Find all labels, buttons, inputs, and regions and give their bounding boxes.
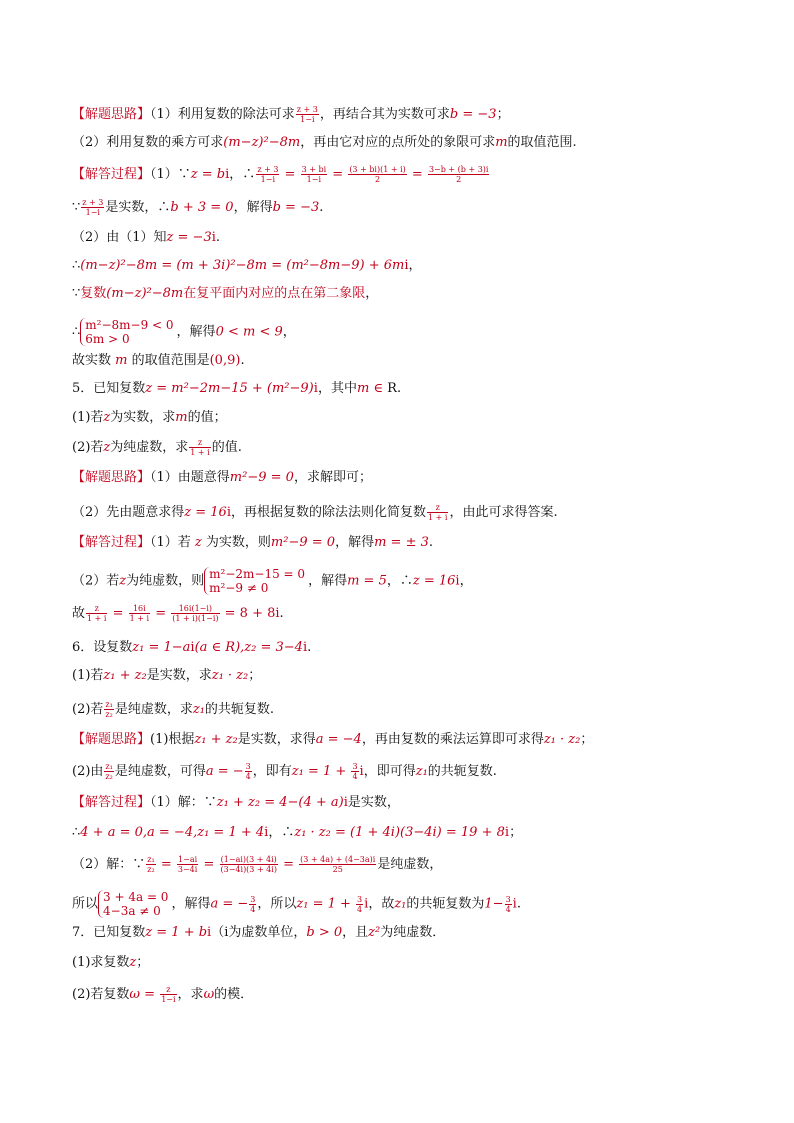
text-run: ， [282,324,296,340]
math-expression: (m−z)²−8m [106,286,184,301]
fraction [256,165,279,184]
text-run: 为实数，求 [110,410,176,425]
denominator: 1 + i [87,614,107,623]
numerator: 3 [352,762,358,771]
math-expression: m [495,135,508,150]
text-run: 是纯虚数， [377,857,443,872]
text-run: . [307,640,312,655]
math-expression: i [364,896,369,912]
math-expression: m²−9 = 0 [270,535,336,550]
numerator: 3−b + (b + 3)i [428,165,489,174]
math-expression: z₁ + z₂ [194,732,238,747]
text-run: ∵ [72,200,81,215]
fraction [146,855,155,874]
text-line [72,985,253,1004]
text-run: ，再根据复数的除法法则化简复数 [231,505,427,520]
text-run: ∴ [72,258,81,273]
fraction [220,855,278,874]
fraction [104,700,113,719]
text-run: (1)根据 [150,732,195,747]
math-expression: b + 3 = 0 [170,200,234,215]
math-expression: (a ∈ R),z₂ = 3−4 [194,640,303,655]
math-expression: z₁ + z₂ [103,668,147,683]
section-tag: 【解答过程】 [72,535,151,550]
math-expression: b = −3 [272,200,320,215]
text-line [72,925,445,941]
text-run: ，由此可求得答案. [449,505,558,520]
math-expression: m = 5 [347,573,387,589]
text-run: . [240,353,245,368]
fraction [505,895,512,914]
text-run: ，即可得 [363,764,416,779]
math-expression: i [302,640,308,655]
math-expression: a = −4 [315,732,362,747]
math-expression: i [359,764,364,779]
text-run: 为实数，则 [201,535,271,550]
math-expression: z₁ · z₂ = (1 + 4i)(3−4i) = 19 + 8 [294,825,505,840]
denominator: 3−4i [177,865,198,874]
system-row: 4−3a ≠ 0 [103,904,161,918]
math-expression: 0 < m < 9 [215,324,283,340]
numerator: z₁ [105,700,113,709]
fraction [104,762,113,781]
denominator: 2 [456,175,462,184]
math-expression: z [119,573,127,589]
text-line [72,230,220,246]
text-run: R. [387,381,402,396]
text-line [72,762,497,781]
denominator: 1−i [306,175,322,184]
system-row: m²−2m−15 = 0 [209,567,306,581]
system-row: 3 + 4a = 0 [103,890,169,904]
math-expression: z₁ = 1−a [132,640,191,655]
text-line [72,470,372,486]
text-run: (2)若复数 [72,987,130,1002]
math-expression: i [211,230,216,245]
text-run: ，解得 [308,573,348,589]
text-line [72,668,261,684]
math-expression: z = 16 [184,505,227,520]
math-expression: z [103,410,111,425]
numerator: 16i(1−i) [171,604,219,614]
denominator: z₂ [105,772,113,781]
denominator: 1 + i [428,513,448,522]
numerator: z + 3 [82,198,104,207]
text-run: 的值. [211,440,242,455]
text-run: ，所以 [257,896,297,912]
denominator: (1 + i)(1−i) [172,614,219,623]
text-line [72,135,577,151]
text-run: . [428,535,433,550]
math-expression: i [504,825,510,840]
math-expression: 4 + a = 0,a = −4,z₁ = 1 + 4 [80,825,265,840]
denominator: 25 [332,865,343,874]
text-run: ，解得 [335,535,375,550]
numerator: z + 3 [296,105,318,114]
text-run: ； [496,107,510,122]
numerator: z + 3 [257,165,279,174]
fraction [86,604,107,623]
math-expression: (0,9) [209,353,241,368]
math-expression: i [225,167,230,182]
fraction [296,105,319,124]
text-run: . [279,606,284,621]
text-run: （1）若 [150,535,195,550]
text-run: ，∴ [229,167,256,182]
denominator: 1 + i [190,448,210,457]
denominator: 1−i [260,175,276,184]
numerator: z₁ [105,762,113,771]
text-run: 7．已知复数 [72,925,146,940]
numerator: z [427,503,448,513]
math-expression: b > 0 [306,925,343,940]
text-run: 6．设复数 [72,640,133,655]
text-run: ，解得 [233,200,273,215]
text-run: (2)若 [72,440,104,455]
text-run: ，且 [342,925,369,940]
denominator: z₂ [147,865,155,874]
text-line [72,353,245,369]
numerator: 1−ai [178,855,198,864]
text-run: 故 [72,606,86,621]
section-tag: 【解题思路】 [72,732,151,747]
text-run: （1）∵ [150,167,191,182]
text-run: （2）先由题意求得 [72,505,185,520]
text-line [72,955,149,971]
math-expression: z [103,440,111,455]
system-row: m²−8m−9 < 0 [85,318,174,332]
denominator: z₂ [105,710,113,719]
text-run: 5．已知复数 [72,381,146,396]
math-expression: 1− [484,896,504,912]
text-line [72,640,311,656]
numerator: 3 [250,894,256,904]
math-expression: (m−z)²−8m [223,135,301,150]
math-expression: z₁ [415,764,428,779]
text-line [72,855,442,874]
math-expression: z = b [190,167,226,182]
text-run: (1)若 [72,410,104,425]
text-run: ，解得 [176,324,216,340]
text-run: ， [365,286,379,301]
text-run: ，∴ [268,825,295,840]
fraction [249,895,256,914]
text-run: ，再由它对应的点所处的象限可求 [300,135,496,150]
math-expression: m²−9 = 0 [229,470,294,485]
system-row: 6m > 0 [85,332,130,346]
math-expression: m = ± 3 [374,535,429,550]
math-expression: i [512,896,517,912]
text-line [72,438,242,457]
section-tag: 【解答过程】 [72,167,151,182]
math-expression: z₁ [394,896,407,912]
denominator: 4 [357,904,363,914]
text-line [72,318,296,346]
text-line [72,105,510,124]
numerator: (3 + 4a) + (4−3a)i [300,855,376,864]
math-expression: i [455,573,460,589]
fraction [428,165,490,184]
text-run: 的取值范围. [507,135,577,150]
math-expression: a = − [205,764,244,779]
math-expression: = [108,606,128,621]
math-expression: z₁ · z₂ [211,668,249,683]
fraction [427,503,448,522]
math-expression: = [407,167,427,182]
text-run: ， [459,573,473,589]
numerator: 3 + bi [301,165,327,174]
numerator: (3 + bi)(1 + i) [349,165,406,174]
text-run: （2）若 [72,573,120,589]
math-expression: i [207,925,212,940]
text-run: ，故 [368,896,395,912]
text-run: (2)由 [72,764,104,779]
numerator: z₁ [147,855,155,864]
text-run: ，求解即可； [293,470,372,485]
text-run: （1）由题意得 [150,470,230,485]
fraction [351,762,358,781]
text-line [72,410,227,426]
denominator: 4 [250,904,256,914]
text-line [72,503,558,522]
text-run: 的取值范围是 [127,353,210,368]
text-run: 为纯虚数，则 [126,573,205,589]
fraction [348,165,406,184]
math-expression: i [264,825,269,840]
text-run: ，其中 [317,381,357,396]
math-expression: = 8 + 8i [220,606,280,621]
numerator: z [86,604,107,614]
text-line [72,825,522,841]
text-run: （1）解：∵ [150,795,217,810]
math-expression: z₁ + z₂ = 4−(4 + a) [216,795,344,810]
equation-system [98,890,168,918]
math-expression: z [194,535,202,550]
text-run: . [319,200,324,215]
numerator: z [189,438,210,448]
fraction [301,165,328,184]
text-run: ，求 [177,987,204,1002]
denominator: (3−4i)(3 + 4i) [220,865,277,874]
math-expression: z₁ · z₂ [543,732,581,747]
section-tag: 【解题思路】 [72,470,151,485]
text-line [72,165,490,184]
text-line [72,198,323,217]
math-expression: = [280,167,300,182]
math-expression: (m−z)²−8m = (m + 3i)²−8m = (m²−8m−9) + 6m [80,258,405,273]
fraction [171,604,219,623]
text-run: 是纯虚数，求 [114,702,193,717]
math-expression: = [278,857,299,872]
math-expression: 在复平面内对应的点在第二象限 [183,286,366,301]
numerator: (1−ai)(3 + 4i) [220,855,277,864]
numerator: 3 [357,894,363,904]
math-expression: ω [203,987,215,1002]
text-run: (2)若 [72,702,104,717]
text-run: . [516,896,521,912]
math-expression: z = 16 [412,573,456,589]
denominator: 4 [245,772,251,781]
math-expression: a = − [210,896,249,912]
denominator: 4 [352,772,358,781]
math-expression: z [129,955,137,970]
system-row: m²−9 ≠ 0 [209,581,269,595]
denominator: 2 [375,175,381,184]
math-expression: m ∈ [356,381,388,396]
text-run: （1）利用复数的除法可求 [150,107,295,122]
text-run: 是实数，求得 [237,732,316,747]
math-expression: m [175,410,188,425]
math-expression: z₁ = 1 + [296,896,356,912]
math-expression: z₁ [192,702,205,717]
text-line [72,890,521,918]
text-run: ，再结合其为实数可求 [319,107,450,122]
text-run: 的模． [214,987,254,1002]
text-run: 故实数 [72,353,116,368]
fraction [299,855,376,874]
numerator: 16i [129,604,150,614]
text-line [72,732,593,748]
text-run: 是纯虚数，可得 [114,764,206,779]
text-run: (1)求复数 [72,955,130,970]
denominator: 1−i [300,115,315,124]
fraction [189,438,210,457]
text-run: （i为虚数单位， [211,925,307,940]
text-run: (1)若 [72,668,104,683]
math-expression: z² [368,925,381,940]
text-run: ； [509,825,523,840]
text-run: ； [248,668,262,683]
math-expression: z = m²−2m−15 + (m²−9) [145,381,314,396]
text-run: ∴ [72,825,81,840]
text-line [72,535,433,551]
denominator: 1−i [161,995,176,1004]
math-expression: i [226,505,232,520]
math-expression: z = 1 + b [145,925,208,940]
math-expression: 复数 [80,286,107,301]
math-expression: ω = [129,987,160,1002]
math-expression: i [313,381,318,396]
text-run: （2）解：∵ [72,857,146,872]
math-expression: = [328,167,348,182]
text-run: ∴ [72,324,81,340]
text-run: ，再由复数的乘法运算即可求得 [361,732,544,747]
section-tag: 【解答过程】 [72,795,151,810]
fraction [160,985,176,1004]
text-run: 是实数， [347,795,400,810]
equation-system [204,567,305,595]
text-run: 的共轭复数. [427,764,497,779]
text-line [72,795,400,811]
denominator: 1−i [85,208,100,217]
fraction [81,198,104,217]
fraction [245,762,252,781]
fraction [356,895,363,914]
text-line [72,258,422,274]
text-line [72,381,401,397]
text-run: 所以 [72,896,99,912]
numerator: z [160,985,176,995]
math-expression: = [151,606,171,621]
fraction [177,855,198,874]
text-run: ，解得 [171,896,211,912]
fraction [129,604,150,623]
text-line [72,567,473,595]
math-expression: i [190,640,195,655]
text-run: 是实数，求 [146,668,212,683]
text-run: 为纯虚数． [380,925,446,940]
text-run: ，即有 [252,764,292,779]
text-run: 的值； [187,410,227,425]
text-run: . [215,230,221,245]
math-expression: m [115,353,128,368]
text-run: ∵ [72,286,81,301]
math-expression: b = −3 [449,107,497,122]
text-run: ； [136,955,150,970]
text-run: （2）由（1）知 [72,230,167,245]
text-run: ； [580,732,594,747]
denominator: 1 + i [129,614,150,623]
text-run: ， [408,258,422,273]
text-run: 为纯虚数，求 [110,440,189,455]
math-expression: i [343,795,348,810]
text-run: （2）利用复数的乘方可求 [72,135,224,150]
math-expression: = [199,857,219,872]
text-run: ，∴ [386,573,413,589]
text-run: 是实数，∴ [105,200,171,215]
numerator: 3 [505,894,511,904]
math-expression: z = −3 [166,230,212,245]
text-run: 的共轭复数为 [406,896,485,912]
text-line [72,604,284,623]
text-run: 的共轭复数. [204,702,275,717]
text-line [72,700,274,719]
numerator: 3 [245,762,251,771]
math-expression: z₁ = 1 + [291,764,351,779]
equation-system [80,318,173,346]
denominator: 4 [505,904,511,914]
text-line [72,286,378,302]
math-expression: = [156,857,176,872]
section-tag: 【解题思路】 [72,107,151,122]
math-expression: i [404,258,409,273]
